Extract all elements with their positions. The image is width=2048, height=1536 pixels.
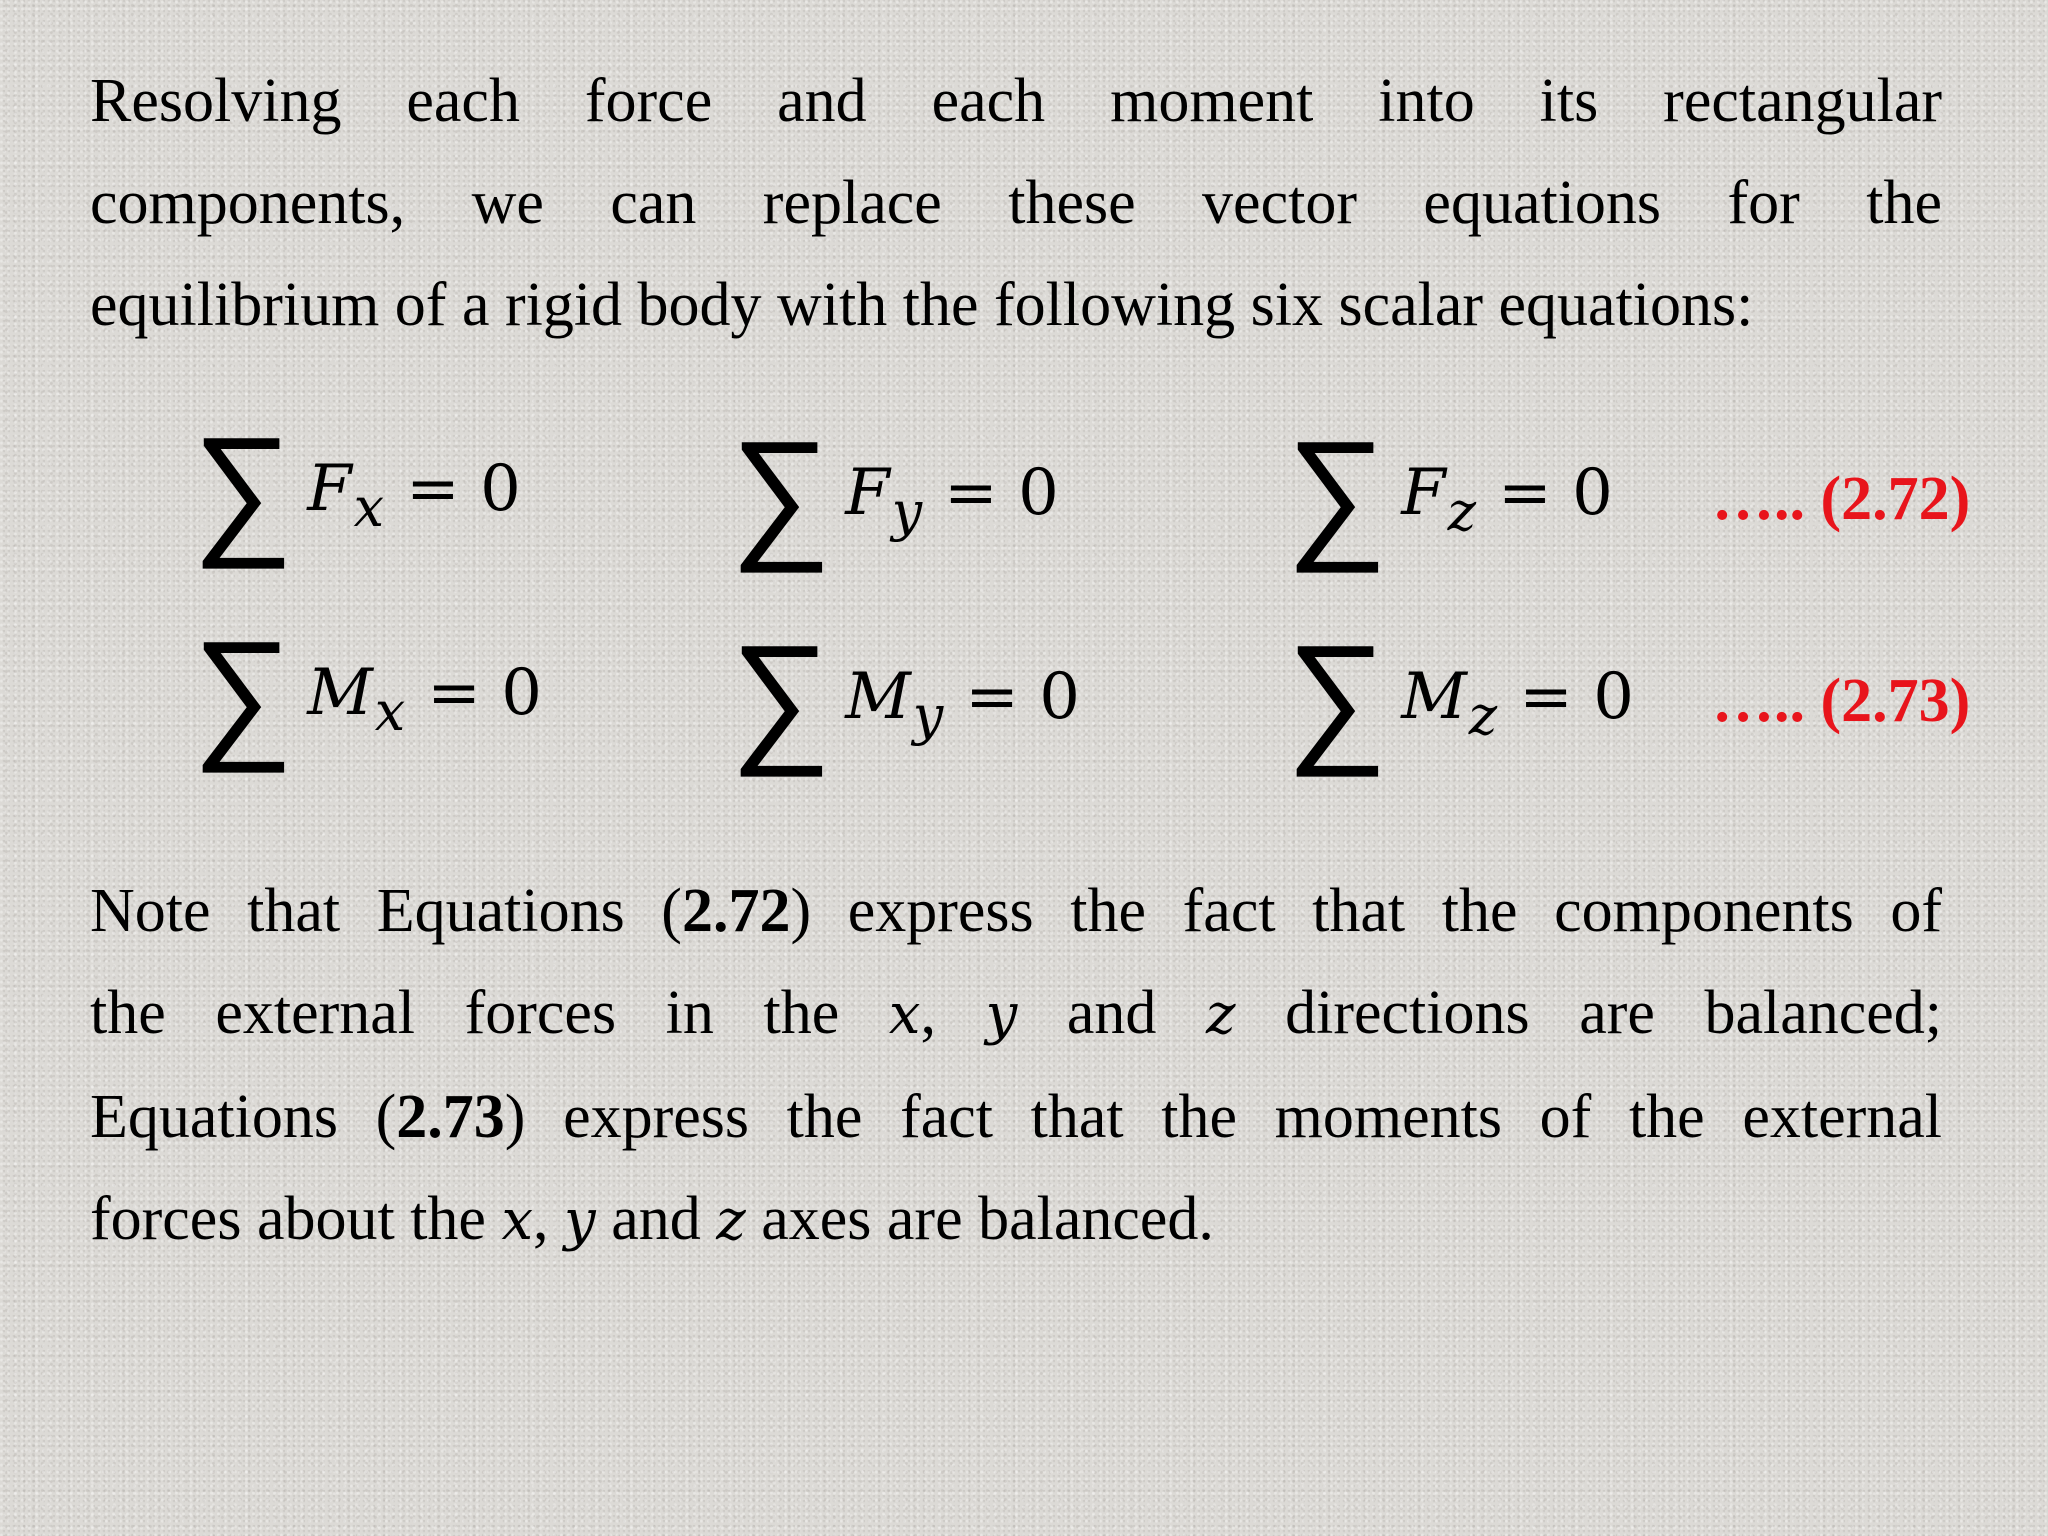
intro-paragraph bbox=[90, 50, 1942, 356]
sigma-symbol: ∑ bbox=[192, 404, 294, 573]
equation-sum-fy bbox=[730, 408, 1059, 577]
equation-sum-mx bbox=[192, 608, 542, 777]
note-text: directions are balanced; bbox=[1285, 979, 1943, 1047]
equation-number-2-72: ….. (2.72) bbox=[1712, 465, 1971, 533]
sigma-symbol: ∑ bbox=[192, 608, 294, 777]
intro-line-1: Resolving each force and each moment into its rectangular bbox=[90, 67, 1942, 135]
subscript-y: y bbox=[912, 683, 944, 747]
equals-zero: = 0 bbox=[944, 456, 1059, 530]
force-symbol: F bbox=[1401, 456, 1446, 530]
note-text: and bbox=[611, 1185, 701, 1253]
equals-zero: = 0 bbox=[1519, 660, 1634, 734]
note-text: ) express the fact that the moments of the external bbox=[504, 1083, 1942, 1151]
variable-x: x bbox=[888, 982, 921, 1047]
comma: , bbox=[533, 1185, 549, 1253]
variable-y: y bbox=[564, 1188, 596, 1253]
subscript-x: x bbox=[353, 475, 385, 539]
note-line-4 bbox=[90, 1168, 1942, 1272]
force-symbol: F bbox=[845, 456, 890, 530]
sigma-symbol: ∑ bbox=[730, 612, 832, 781]
note-text: Note that Equations ( bbox=[90, 877, 682, 945]
subscript-z: z bbox=[1447, 479, 1477, 543]
equation-reference-2-73: 2.73 bbox=[396, 1083, 505, 1151]
force-symbol: F bbox=[307, 452, 352, 526]
note-text: and bbox=[1066, 979, 1157, 1047]
note-paragraph bbox=[90, 860, 1942, 1272]
variable-z: z bbox=[716, 1188, 746, 1253]
variable-z: z bbox=[1205, 982, 1236, 1047]
sigma-symbol: ∑ bbox=[730, 408, 832, 577]
intro-line-2: components, we can replace these vector equations for the bbox=[90, 169, 1942, 237]
note-line-2 bbox=[90, 962, 1942, 1066]
note-text: forces about the bbox=[90, 1185, 486, 1253]
equation-reference-2-72: 2.72 bbox=[681, 877, 791, 945]
sigma-symbol: ∑ bbox=[1286, 408, 1388, 577]
sigma-symbol: ∑ bbox=[1286, 612, 1388, 781]
note-text: Equations ( bbox=[90, 1083, 397, 1151]
equals-zero: = 0 bbox=[965, 660, 1080, 734]
note-line-3 bbox=[90, 1066, 1942, 1168]
equation-number-2-73: ….. (2.73) bbox=[1712, 667, 1971, 735]
equation-sum-fx bbox=[192, 404, 521, 573]
variable-x: x bbox=[501, 1188, 534, 1253]
intro-line-3: equilibrium of a rigid body with the following six scalar equations: bbox=[90, 271, 1754, 339]
equation-sum-mz bbox=[1286, 612, 1634, 781]
moment-symbol: M bbox=[1401, 660, 1467, 734]
variable-y: y bbox=[985, 982, 1018, 1047]
note-text: axes are balanced. bbox=[761, 1185, 1214, 1253]
subscript-y: y bbox=[891, 479, 923, 543]
subscript-z: z bbox=[1468, 683, 1498, 747]
equation-sum-my bbox=[730, 612, 1080, 781]
note-text: ) express the fact that the components of bbox=[790, 877, 1943, 945]
equals-zero: = 0 bbox=[1498, 456, 1613, 530]
equals-zero: = 0 bbox=[427, 656, 542, 730]
note-text: the external forces in the bbox=[90, 979, 840, 1047]
subscript-x: x bbox=[374, 679, 406, 743]
equation-sum-fz bbox=[1286, 408, 1613, 577]
comma: , bbox=[920, 979, 936, 1047]
moment-symbol: M bbox=[845, 660, 911, 734]
equals-zero: = 0 bbox=[406, 452, 521, 526]
moment-symbol: M bbox=[307, 656, 373, 730]
note-line-1 bbox=[90, 860, 1942, 962]
